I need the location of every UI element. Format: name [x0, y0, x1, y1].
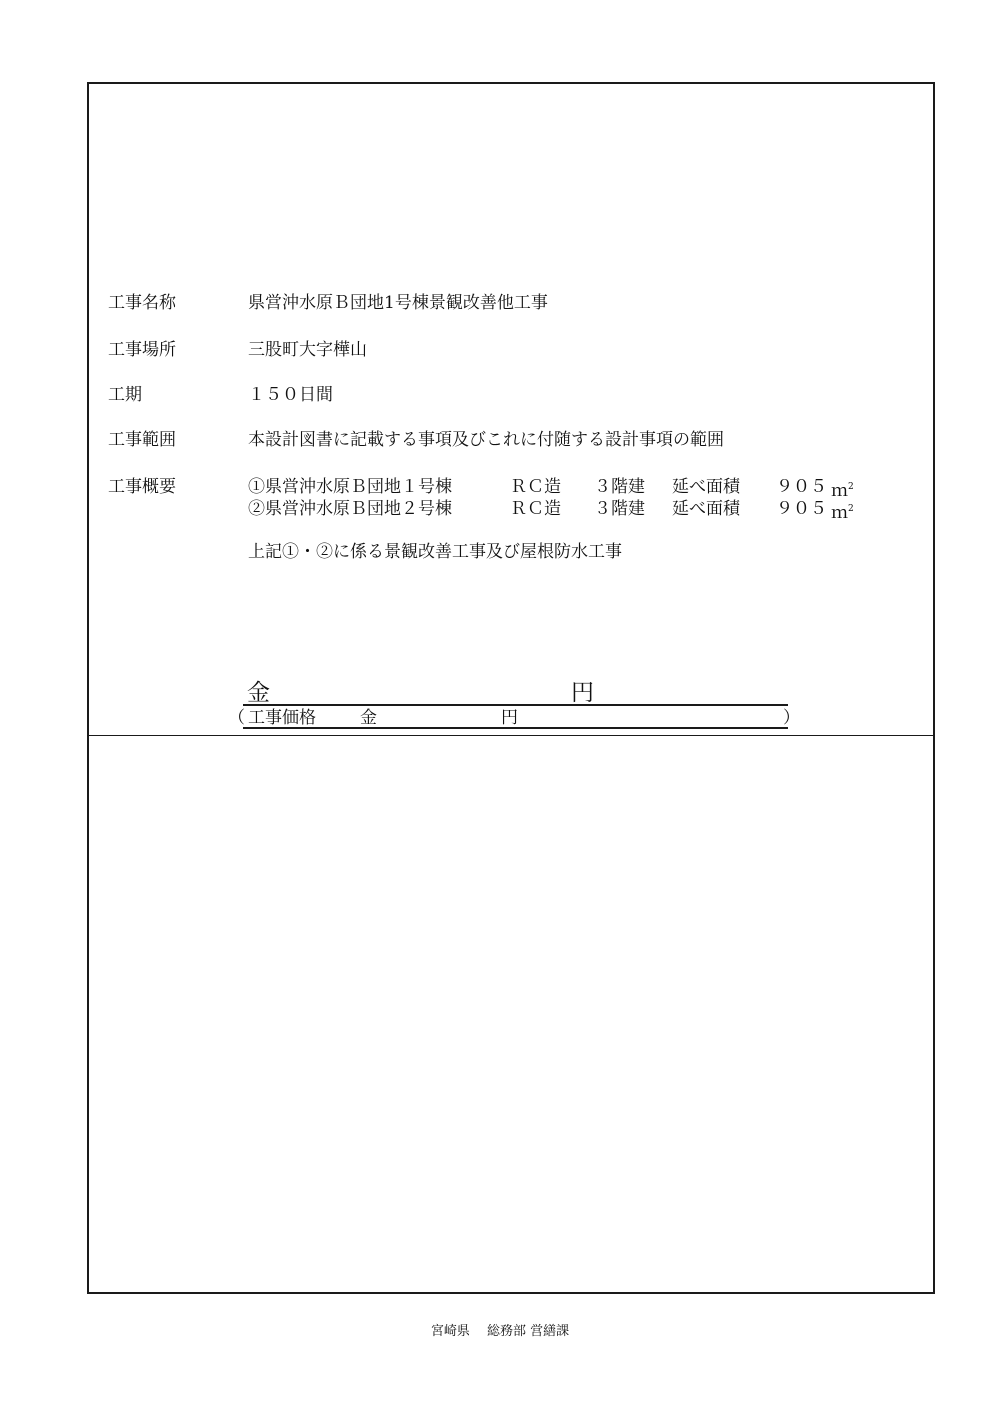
building-name: ①県営沖水原Ｂ団地１号棟: [248, 477, 452, 497]
field-value: １５０日間: [248, 385, 333, 405]
footer-department: 総務部: [486, 1324, 526, 1339]
issuer-footer: [0, 1324, 1000, 1340]
field-value: 県営沖水原Ｂ団地1号棟景観改善他工事: [248, 293, 548, 313]
price-close-paren: ）: [783, 708, 800, 728]
price-kin: 金: [360, 708, 377, 728]
price-yen: 円: [501, 708, 518, 728]
area-unit: ｍ$^2$: [831, 481, 854, 501]
field-label: 工事範囲: [108, 430, 176, 450]
field-label: 工事概要: [108, 477, 176, 497]
building-floors: ３階建: [594, 477, 645, 497]
building-area: ９０５: [776, 499, 827, 519]
price-underline: [243, 727, 788, 729]
building-area-label: 延べ面積: [672, 477, 740, 497]
building-area-label: 延べ面積: [672, 499, 740, 519]
building-floors: ３階建: [594, 499, 645, 519]
building-area: ９０５: [776, 477, 827, 497]
field-label: 工期: [108, 385, 142, 405]
field-value: 三股町大字樺山: [248, 340, 367, 360]
amount-underline: [243, 704, 788, 706]
field-label: 工事名称: [108, 293, 176, 313]
footer-prefecture: 宮崎県: [430, 1324, 470, 1339]
building-structure: ＲＣ造: [510, 499, 561, 519]
section-divider: [87, 735, 935, 736]
field-value: 本設計図書に記載する事項及びこれに付随する設計事項の範囲: [248, 430, 724, 450]
building-structure: ＲＣ造: [510, 477, 561, 497]
area-unit: ｍ$^2$: [831, 503, 854, 523]
overview-summary: 上記①・②に係る景観改善工事及び屋根防水工事: [248, 542, 622, 562]
document-frame: [87, 82, 935, 1294]
field-label: 工事場所: [108, 340, 176, 360]
amount-yen: 円: [571, 680, 594, 706]
building-name: ②県営沖水原Ｂ団地２号棟: [248, 499, 452, 519]
footer-section: 営繕課: [530, 1324, 570, 1339]
amount-kin: 金: [247, 680, 270, 706]
price-label: 工事価格: [248, 708, 316, 728]
price-open-paren: （: [228, 708, 245, 728]
